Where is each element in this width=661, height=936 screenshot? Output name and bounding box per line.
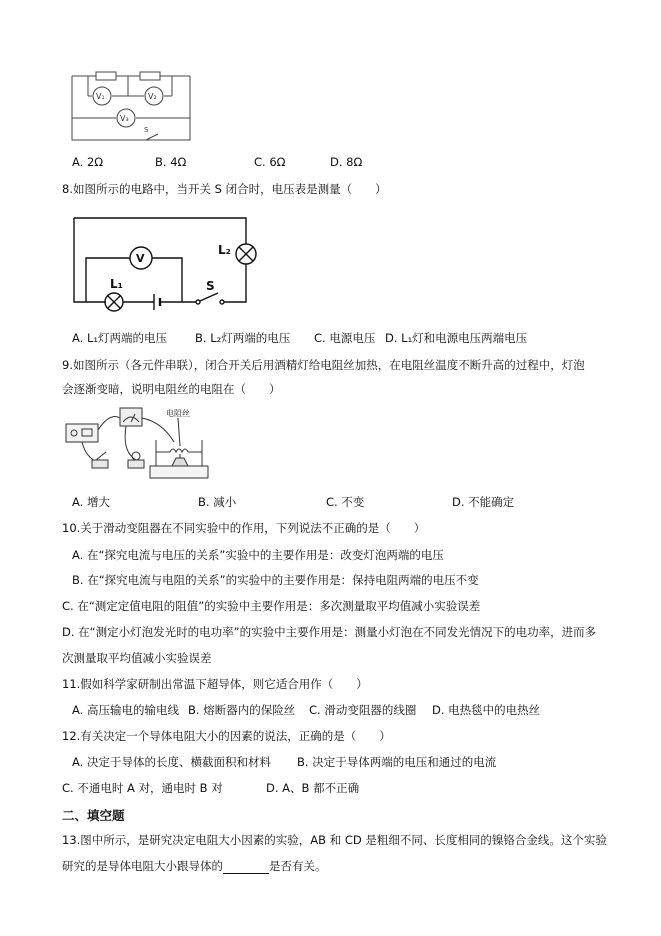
q8-option-c: C. 电源电压 [314,331,376,345]
q12-option-c: C. 不通电时 A 对，通电时 B 对 [62,781,223,795]
q10-option-c: C. 在“测定定值电阻的阻值”的实验中主要作用是：多次测量取平均值减小实验误差 [62,599,481,613]
q11-option-b: B. 熔断器内的保险丝 [188,703,296,717]
section-title-fill-in: 二、填空题 [62,808,125,823]
q10-option-a: A. 在“探究电流与电压的关系”实验中的主要作用是：改变灯泡两端的电压 [72,548,444,562]
q8-l1-label: L₁ [110,277,123,291]
q7-switch-label: S [144,126,149,134]
q7-v1-label: V₁ [96,92,105,101]
q9-stem-line2: 会逐渐变暗，说明电阻丝的电阻在（ ） [62,382,281,396]
q11-stem: 11.假如科学家研制出常温下超导体，则它适合用作（ ） [62,677,368,691]
q12-stem: 12.有关决定一个导体电阻大小的因素的说法，正确的是（ ） [62,729,391,743]
q9-stem-line1: 9.如图所示（各元件串联），闭合开关后用酒精灯给电阻丝加热，在电阻丝温度不断升高的过程中，灯泡 [62,358,585,372]
q12-option-a: A. 决定于导体的长度、横截面积和材料 [72,755,271,769]
q12-option-b: B. 决定于导体两端的电压和通过的电流 [297,755,497,769]
q9-option-a: A. 增大 [72,495,110,509]
q8-option-d: D. L₁灯和电源电压两端电压 [385,331,528,345]
q8-voltmeter-label: V [136,252,145,265]
q13-answer-blank[interactable] [223,861,269,874]
q10-option-b: B. 在“探究电流与电阻的关系”的实验中的主要作用是：保持电阻两端的电压不变 [72,573,479,587]
q10-stem: 10.关于滑动变阻器在不同实验中的作用，下列说法不正确的是（ ） [62,521,426,535]
q13-stem-line2 [62,858,327,874]
q8-circuit-figure [66,210,266,318]
q7-option-a: A. 2Ω [72,155,104,169]
q9-option-c: C. 不变 [326,495,365,509]
q12-option-d: D. A、B 都不正确 [266,781,360,795]
q11-option-a: A. 高压输电的输电线 [72,703,179,717]
q7-v2-label: V₂ [148,92,157,101]
q9-apparatus-figure [62,402,222,488]
q7-circuit-figure [66,62,196,144]
q7-option-c: C. 6Ω [254,155,286,169]
q8-option-b: B. L₂灯两端的电压 [195,331,291,345]
q11-option-d: D. 电热毯中的电热丝 [432,703,541,717]
q8-switch-label: S [206,279,215,293]
q11-option-c: C. 滑动变阻器的线圈 [309,703,417,717]
q8-l2-label: L₂ [218,243,231,257]
q9-resistance-wire-label: 电阻丝 [166,409,190,418]
q8-stem: 8.如图所示的电路中，当开关 S 闭合时，电压表是测量（ ） [62,182,387,196]
q9-option-d: D. 不能确定 [452,495,515,509]
q13-text-after-blank: 是否有关。 [269,859,327,873]
q10-option-d-continued: 次测量取平均值减小实验误差 [62,651,212,665]
q8-option-a: A. L₁灯两端的电压 [72,331,167,345]
q7-option-d: D. 8Ω [330,155,363,169]
q13-stem-line1: 13.图中所示，是研究决定电阻大小因素的实验，AB 和 CD 是粗细不同、长度相同的镍铬合金线。这个实验 [62,833,607,847]
q7-option-b: B. 4Ω [155,155,187,169]
q10-option-d: D. 在“测定小灯泡发光时的电功率”的实验中主要作用是：测量小灯泡在不同发光情况下的电功率，进而多 [62,625,597,639]
q7-v3-label: V₃ [120,114,129,123]
q9-option-b: B. 减小 [198,495,237,509]
q13-text-before-blank: 研究的是导体电阻大小跟导体的 [62,859,223,873]
